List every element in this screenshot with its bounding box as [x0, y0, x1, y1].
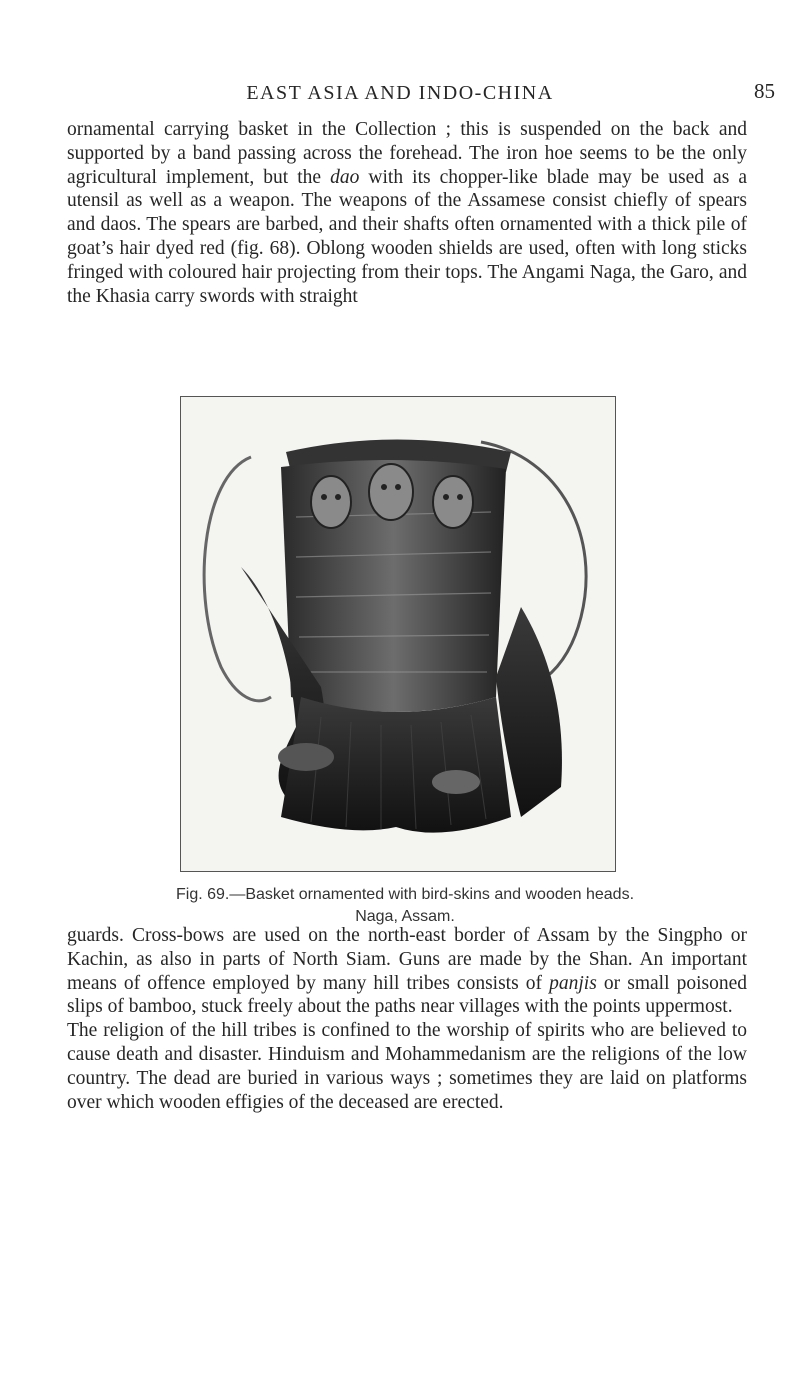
paragraph: The religion of the hill tribes is confined to the worship of spirits who are believed to cause death and disaster. Hinduism and Mohammedanism are the religions of the low country. The dead are buried in various ways ; sometimes they are laid on platforms over which wooden effigies of the deceased are erected.: [67, 1020, 747, 1113]
figure-caption-subline: Naga, Assam.: [355, 908, 455, 925]
text-segment: ornamental carrying basket in the Collection ; this is suspended on the back and supported by a band passing across the forehead. The iron hoe seems to be the only agricultural implement, but the: [67, 119, 747, 188]
running-header: EAST ASIA AND INDO-CHINA: [246, 82, 554, 104]
text-segment: with its chopper-like blade may be used as a utensil as well as a weapon. The weapons of the Assamese consist chiefly of spears and daos. The spears are barbed, and their shafts often ornamented with a thick pile of goat’s hair dyed red (fig. 68). Oblong wooden shields are used, often with long sticks fringed with coloured hair projecting from their tops. The Angami Naga, the Garo, and the Khasia carry swords with straight: [67, 166, 747, 307]
paragraphs-bottom: [67, 924, 747, 1114]
italic-term-dao: dao: [330, 166, 360, 188]
figure-basket-photo: [180, 396, 616, 872]
paragraph: [67, 924, 747, 1019]
figure-caption: Fig. 69.—Basket ornamented with bird-skins and wooden heads.: [175, 886, 635, 903]
bird-head-shape: [432, 770, 480, 794]
paragraph-top: [67, 118, 747, 308]
italic-term-panjis: panjis: [549, 972, 597, 994]
text-segment: or small poisoned slips of bamboo, stuck freely about the paths near villages with the points uppermost.: [67, 972, 747, 1018]
basket-illustration: [181, 397, 615, 871]
page-number: 85: [754, 79, 775, 103]
text-segment: guards. Cross-bows are used on the north-east border of Assam by the Singpho or Kachin, as also in parts of North Siam. Guns are made by the Shan. An important means of offence employed by many hill tribes consists of: [67, 925, 747, 994]
bird-head-shape: [278, 743, 334, 771]
